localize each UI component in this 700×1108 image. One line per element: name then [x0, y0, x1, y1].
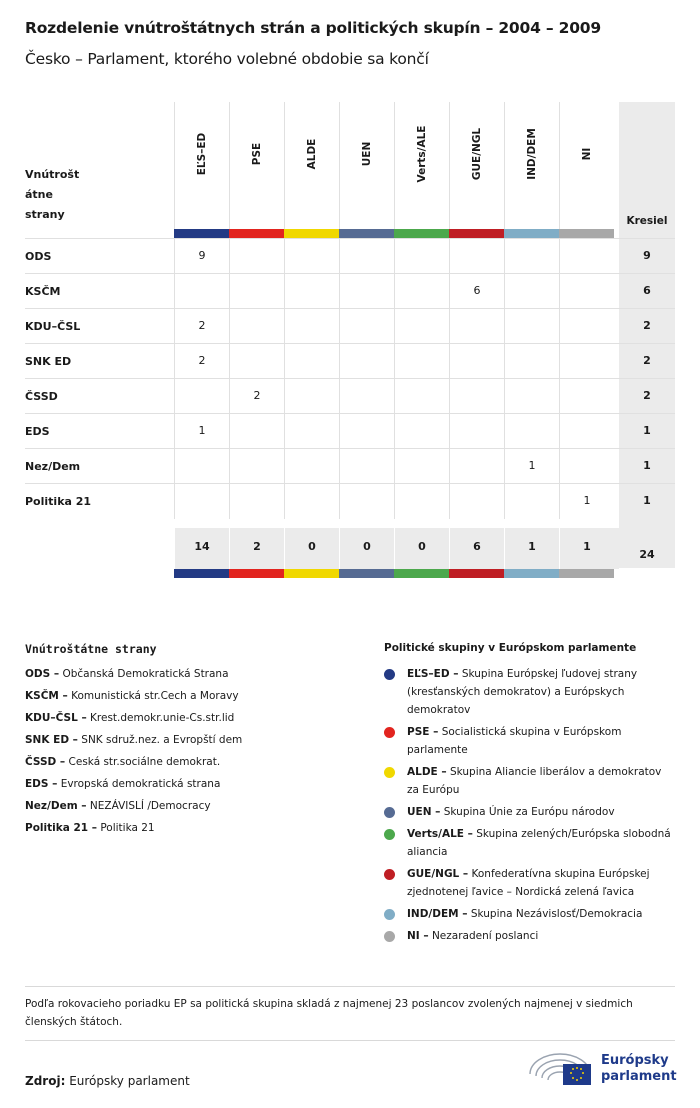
table-cell: [284, 449, 339, 484]
table-cell: [504, 379, 559, 414]
divider: [25, 986, 675, 987]
seat-distribution-table: [25, 102, 675, 569]
table-cell: 2: [174, 309, 229, 344]
table-cell: [284, 309, 339, 344]
group-dot-icon: [384, 869, 395, 880]
groups-legend-list: [384, 665, 675, 945]
list-item: NI – Nezaradení poslanci: [384, 927, 675, 945]
parties-legend-list: [25, 663, 345, 839]
table-cell: [449, 344, 504, 379]
list-item: IND/DEM – Skupina Nezávislosť/Demokracia: [384, 905, 675, 923]
list-item: ALDE – Skupina Aliancie liberálov a demokratov za Európu: [384, 763, 675, 799]
table-cell: [449, 239, 504, 274]
table-cell: [229, 274, 284, 309]
table-cell: 2: [174, 344, 229, 379]
group-color-bar: [449, 569, 504, 578]
party-label: SNK ED: [25, 355, 72, 368]
row-total: 1: [643, 424, 651, 437]
sum-row: [25, 528, 675, 569]
row-total: 1: [643, 494, 651, 507]
table-cell: [339, 309, 394, 344]
table-cell: [559, 239, 614, 274]
group-color-bar: [504, 569, 559, 578]
table-cell: [229, 344, 284, 379]
sum-cell: 0: [284, 528, 339, 569]
table-row: [25, 483, 675, 518]
table-cell: [504, 274, 559, 309]
table-cell: [284, 414, 339, 449]
group-color-bar: [559, 229, 614, 238]
table-cell: [339, 379, 394, 414]
page-subtitle: Česko – Parlament, ktorého volebné obdobie sa končí: [25, 50, 429, 68]
party-label: Politika 21: [25, 495, 92, 508]
list-item: SNK ED – SNK sdruž.nez. a Evropští dem: [25, 734, 243, 746]
party-label: ODS: [25, 250, 52, 263]
group-color-bar: [449, 229, 504, 238]
sum-cell: 6: [449, 528, 504, 569]
table-cell: [174, 484, 229, 519]
table-cell: [559, 274, 614, 309]
sum-cell: 0: [394, 528, 449, 569]
column-header: EĽS–ED: [174, 102, 229, 230]
row-total: 1: [643, 459, 651, 472]
table-cell: 2: [229, 379, 284, 414]
table-cell: [284, 274, 339, 309]
table-row: [25, 448, 675, 483]
group-color-bar: [394, 229, 449, 238]
list-item: ODS – Občanská Demokratická Strana: [25, 668, 229, 680]
table-cell: [394, 274, 449, 309]
table-cell: [229, 239, 284, 274]
table-cell: [229, 309, 284, 344]
table-cell: [284, 484, 339, 519]
table-row: [25, 273, 675, 308]
list-item: GUE/NGL – Konfederatívna skupina Európskej zjednotenej ľavice – Nordická zelená ľavica: [384, 865, 675, 901]
table-cell: [284, 239, 339, 274]
table-cell: [339, 344, 394, 379]
group-color-bar: [394, 569, 449, 578]
list-item: Politika 21 – Politika 21: [25, 822, 155, 834]
table-cell: [229, 414, 284, 449]
row-total: 9: [643, 249, 651, 262]
table-row: [25, 238, 675, 273]
table-cell: [339, 414, 394, 449]
row-total: 6: [643, 284, 651, 297]
sum-cell: 14: [174, 528, 229, 569]
party-label: ČSSD: [25, 390, 58, 403]
table-cell: [394, 344, 449, 379]
table-cell: 1: [559, 484, 614, 519]
table-cell: [339, 239, 394, 274]
table-cell: [394, 379, 449, 414]
sum-cell: 1: [559, 528, 614, 569]
table-cell: [504, 414, 559, 449]
group-color-bar: [174, 569, 229, 578]
group-dot-icon: [384, 767, 395, 778]
list-item: KDU–ČSL – Krest.demokr.unie-Cs.str.lid: [25, 712, 235, 724]
source-value: Európsky parlament: [69, 1074, 190, 1088]
table-cell: [174, 379, 229, 414]
parties-legend-title: Vnútroštátne strany: [25, 642, 157, 656]
list-item: ČSSD – Ceská str.sociálne demokrat.: [25, 756, 221, 768]
table-cell: [449, 484, 504, 519]
row-header-label: Vnútrošt átne strany: [25, 168, 80, 221]
party-label: KDU–ČSL: [25, 320, 81, 333]
table-cell: [394, 449, 449, 484]
table-cell: [394, 309, 449, 344]
column-header: NI: [559, 102, 614, 230]
sum-cell: 0: [339, 528, 394, 569]
page-title: Rozdelenie vnútroštátnych strán a politických skupín – 2004 – 2009: [25, 19, 601, 37]
row-total: 2: [643, 354, 651, 367]
group-dot-icon: [384, 727, 395, 738]
table-cell: [504, 344, 559, 379]
table-cell: [504, 309, 559, 344]
table-cell: [449, 309, 504, 344]
list-item: Nez/Dem – NEZÁVISLÍ /Democracy: [25, 800, 211, 812]
list-item: UEN – Skupina Únie za Európu národov: [384, 803, 675, 821]
party-label: EDS: [25, 425, 50, 438]
group-color-bar: [504, 229, 559, 238]
table-cell: [449, 449, 504, 484]
group-dot-icon: [384, 669, 395, 680]
list-item: EĽS–ED – Skupina Európskej ľudovej strany (kresťanských demokratov) a Európskych demokratov: [384, 665, 675, 719]
table-cell: [559, 309, 614, 344]
column-header: GUE/NGL: [449, 102, 504, 230]
table-cell: [394, 484, 449, 519]
column-header: PSE: [229, 102, 284, 230]
table-cell: 1: [174, 414, 229, 449]
groups-legend-title: Politické skupiny v Európskom parlamente: [384, 642, 637, 654]
groups-legend: [384, 642, 675, 949]
group-color-bar: [229, 569, 284, 578]
list-item: EDS – Evropská demokratická strana: [25, 778, 221, 790]
column-header: ALDE: [284, 102, 339, 230]
column-header: Verts/ALE: [394, 102, 449, 230]
table-row: [25, 343, 675, 378]
table-cell: [559, 414, 614, 449]
group-color-bar: [174, 229, 229, 238]
parties-legend: [25, 642, 345, 839]
group-dot-icon: [384, 829, 395, 840]
group-color-bar: [339, 229, 394, 238]
table-cell: 6: [449, 274, 504, 309]
source-line: [25, 1074, 190, 1088]
table-cell: [284, 379, 339, 414]
table-cell: [559, 379, 614, 414]
table-cell: [339, 449, 394, 484]
table-cell: [449, 414, 504, 449]
european-parliament-logo-text: Európsky parlament: [601, 1053, 677, 1084]
row-total: 2: [643, 389, 651, 402]
footnote: Podľa rokovacieho poriadku EP sa politická skupina skladá z najmenej 23 poslancov zvolených najmenej v siedmich členských štátoch.: [25, 998, 633, 1028]
list-item: Verts/ALE – Skupina zelených/Európska slobodná aliancia: [384, 825, 675, 861]
table-cell: 1: [504, 449, 559, 484]
table-cell: [229, 449, 284, 484]
sum-cell: 1: [504, 528, 559, 569]
table-cell: [504, 484, 559, 519]
table-cell: [394, 414, 449, 449]
group-color-bar: [339, 569, 394, 578]
table-header: [25, 102, 675, 238]
group-color-bar: [229, 229, 284, 238]
table-cell: [284, 344, 339, 379]
party-label: KSČM: [25, 285, 61, 298]
group-dot-icon: [384, 909, 395, 920]
table-cell: [174, 449, 229, 484]
group-color-bar: [284, 569, 339, 578]
group-color-bar: [559, 569, 614, 578]
group-color-bar: [284, 229, 339, 238]
list-item: KSČM – Komunistická str.Cech a Moravy: [25, 690, 239, 702]
table-row: [25, 378, 675, 413]
column-header: UEN: [339, 102, 394, 230]
group-dot-icon: [384, 807, 395, 818]
table-cell: [559, 344, 614, 379]
divider: [25, 1040, 675, 1041]
party-label: Nez/Dem: [25, 460, 81, 473]
table-cell: [394, 239, 449, 274]
table-cell: [229, 484, 284, 519]
table-cell: [504, 239, 559, 274]
sum-cell: 2: [229, 528, 284, 569]
table-cell: [339, 274, 394, 309]
total-column-header: Kresiel: [626, 215, 668, 227]
table-cell: [449, 379, 504, 414]
row-total: 2: [643, 319, 651, 332]
table-cell: [339, 484, 394, 519]
table-body: [25, 238, 675, 518]
table-cell: 9: [174, 239, 229, 274]
table-row: [25, 413, 675, 448]
table-cell: [174, 274, 229, 309]
table-row: [25, 308, 675, 343]
list-item: PSE – Socialistická skupina v Európskom parlamente: [384, 723, 675, 759]
table-cell: [559, 449, 614, 484]
group-dot-icon: [384, 931, 395, 942]
grand-total: 24: [639, 548, 655, 561]
source-label: Zdroj:: [25, 1074, 66, 1088]
column-header: IND/DEM: [504, 102, 559, 230]
